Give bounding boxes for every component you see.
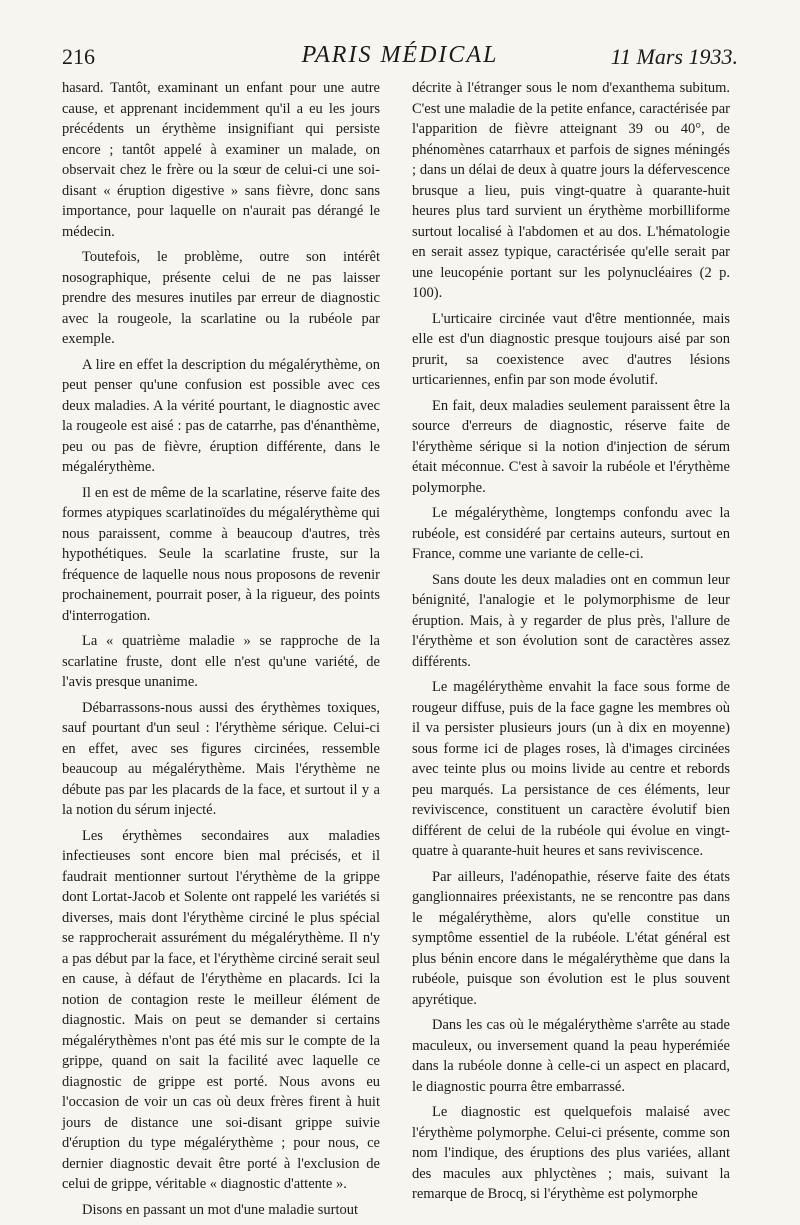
paragraph: Le diagnostic est quelquefois malaisé avec l'érythème polymorphe. Celui-ci présente, comme son nom l'indique, des éruptions des plus variées, allant des macules aux phlyctènes ; mais, suivant la remarque de Brocq, si l'érythème est polymorphe [412,1104,730,1202]
paragraph: Le mégalérythème, longtemps confondu avec la rubéole, est considéré par certains auteurs, surtout en France, comme une variante de celle-ci. [412,505,730,562]
paragraph: Sans doute les deux maladies ont en commun leur bénignité, l'analogie et le polymorphisme de leur éruption. Mais, à y regarder de plus près, l'allure de l'érythème et son évolution sont de caractères assez différents. [412,571,730,670]
left-column [62,78,380,1225]
paragraph: Dans les cas où le mégalérythème s'arrête au stade maculeux, ou inversement quand la peau hyperémiée dans la rubéole donne à celle-ci un aspect en placard, le diagnostic pourra être embarrassé. [412,1017,730,1095]
paragraph: Débarrassons-nous aussi des érythèmes toxiques, sauf pourtant d'un seul : l'érythème sérique. Celui-ci en effet, avec ses figures circinées, ressemble beaucoup au mégalérythème. Mais l'érythème ne débute pas par les placards de la face, et surtout il y a la notion du sérum injecté. [62,699,380,818]
journal-title: PARIS MÉDICAL [301,42,499,68]
paragraph: L'urticaire circinée vaut d'être mentionnée, mais elle est d'un diagnostic presque toujours aisé par son prurit, sa coexistence avec d'autres lésions urticariennes, enfin par son mode évolutif. [412,310,730,388]
paragraph: En fait, deux maladies seulement paraissent être la source d'erreurs de diagnostic, réserve faite de l'érythème sérique si la notion d'injection de sérum était méconnue. C'est à savoir la rubéole et l'érythème polymorphe. [412,397,730,496]
paragraph: Toutefois, le problème, outre son intérêt nosographique, présente celui de ne pas laisser prendre des mesures inutiles par erreur de diagnostic avec la rougeole, la scarlatine ou la rubéole par exemple. [62,249,380,347]
paragraph: Le magélérythème envahit la face sous forme de rougeur diffuse, puis de la face gagne les membres où il va persister plusieurs jours (un à dix en moyenne) sous forme ici de plages roses, là d'images circinées avec teinte plus ou moins livide au centre et rebords peu marqués. La persistance de ces éléments, leur reviviscence, constituent un caractère évolutif bien différent de celui de la rubéole qui évolue en vingt-quatre à quarante-huit heures et sans reviviscence. [412,679,730,859]
paragraph: hasard. Tantôt, examinant un enfant pour une autre cause, et apprenant incidemment qu'il a eu les jours précédents un érythème insignifiant qui persiste encore ; tantôt appelé à examiner un malade, on observait chez le frère ou la sœur de celui-ci une soi-disant « éruption digestive » sans fièvre, donc sans importance, pour laquelle on n'aurait pas dérangé le médecin. [62,80,380,240]
paragraph: La « quatrième maladie » se rapproche de la scarlatine fruste, dont elle n'est qu'une variété, de l'avis presque unanime. [62,633,380,690]
paragraph: Il en est de même de la scarlatine, réserve faite des formes atypiques scarlatinoïdes du mégalérythème qui nous paraissent, comme à beaucoup d'autres, très hypothétiques. Seule la scarlatine fruste, sur la fréquence de laquelle nous nous proposons de revenir prochainement, pourrait poser, à la rigueur, des points d'interrogation. [62,484,380,624]
running-header [62,42,738,72]
issue-date: 11 Mars 1933. [610,44,738,69]
paragraph: Les érythèmes secondaires aux maladies infectieuses sont encore bien mal précisés, et il faudrait mentionner surtout l'érythème de la grippe dont Lortat-Jacob et Solente ont rappelé les variétés si diverses, mais dont l'érythème circiné le plus spécial se rapprocherait assurément du mégalérythème. Il n'y a pas début par la face, et l'érythème circiné serait seul en cause, à défaut de l'érythème en placards. Ici la notion de contagion reste le meilleur élément de diagnostic. Mais on peut se demander si certains mégalérythèmes n'ont pas été mis sur le compte de la grippe, quand on sait la facilité avec laquelle ce diagnostic de grippe est porté. Nous avons eu l'occasion de voir un cas où deux frères firent à huit jours de distance une soi-disant grippe suivie d'éruption du type mégalérythème ; pour nous, ce dernier diagnostic devait être porté à l'exclusion de celui de grippe, véritable « diagnostic d'attente ». [62,827,380,1192]
paragraph: Par ailleurs, l'adénopathie, réserve faite des états ganglionnaires préexistants, ne se rencontre pas dans le mégalérythème, alors qu'elle constitue un symptôme essentiel de la rubéole. L'état général est plus bénin encore dans le mégalérythème que dans la rubéole, puisque son évolution est le plus souvent apyrétique. [412,868,730,1008]
paragraph: décrite à l'étranger sous le nom d'exanthema subitum. C'est une maladie de la petite enfance, caractérisée par l'apparition de fièvre atteignant 39 ou 40°, de phénomènes catarrhaux et parfois de signes méningés ; dans un délai de deux à quatre jours la défervescence brusque a lieu, puis vingt-quatre à quarante-huit heures plus tard survient un érythème morbilliforme surtout localisé à l'abdomen et au dos. L'hématologie en serait assez typique, caractérisée qu'elle serait par une leucopénie portant sur les polynucléaires (2 p. 100). [412,80,730,301]
page-number: 216 [62,44,95,69]
right-column [412,78,730,1210]
paragraph: Disons en passant un mot d'une maladie surtout [82,1201,359,1218]
paragraph: A lire en effet la description du mégalérythème, on peut penser qu'une confusion est possible avec ces deux maladies. A la vérité pourtant, le diagnostic avec la rougeole est aisé : pas de catarrhe, pas d'énanthème, peu ou pas de fièvre, éruption différente, dans le mégalérythème. [62,356,380,475]
